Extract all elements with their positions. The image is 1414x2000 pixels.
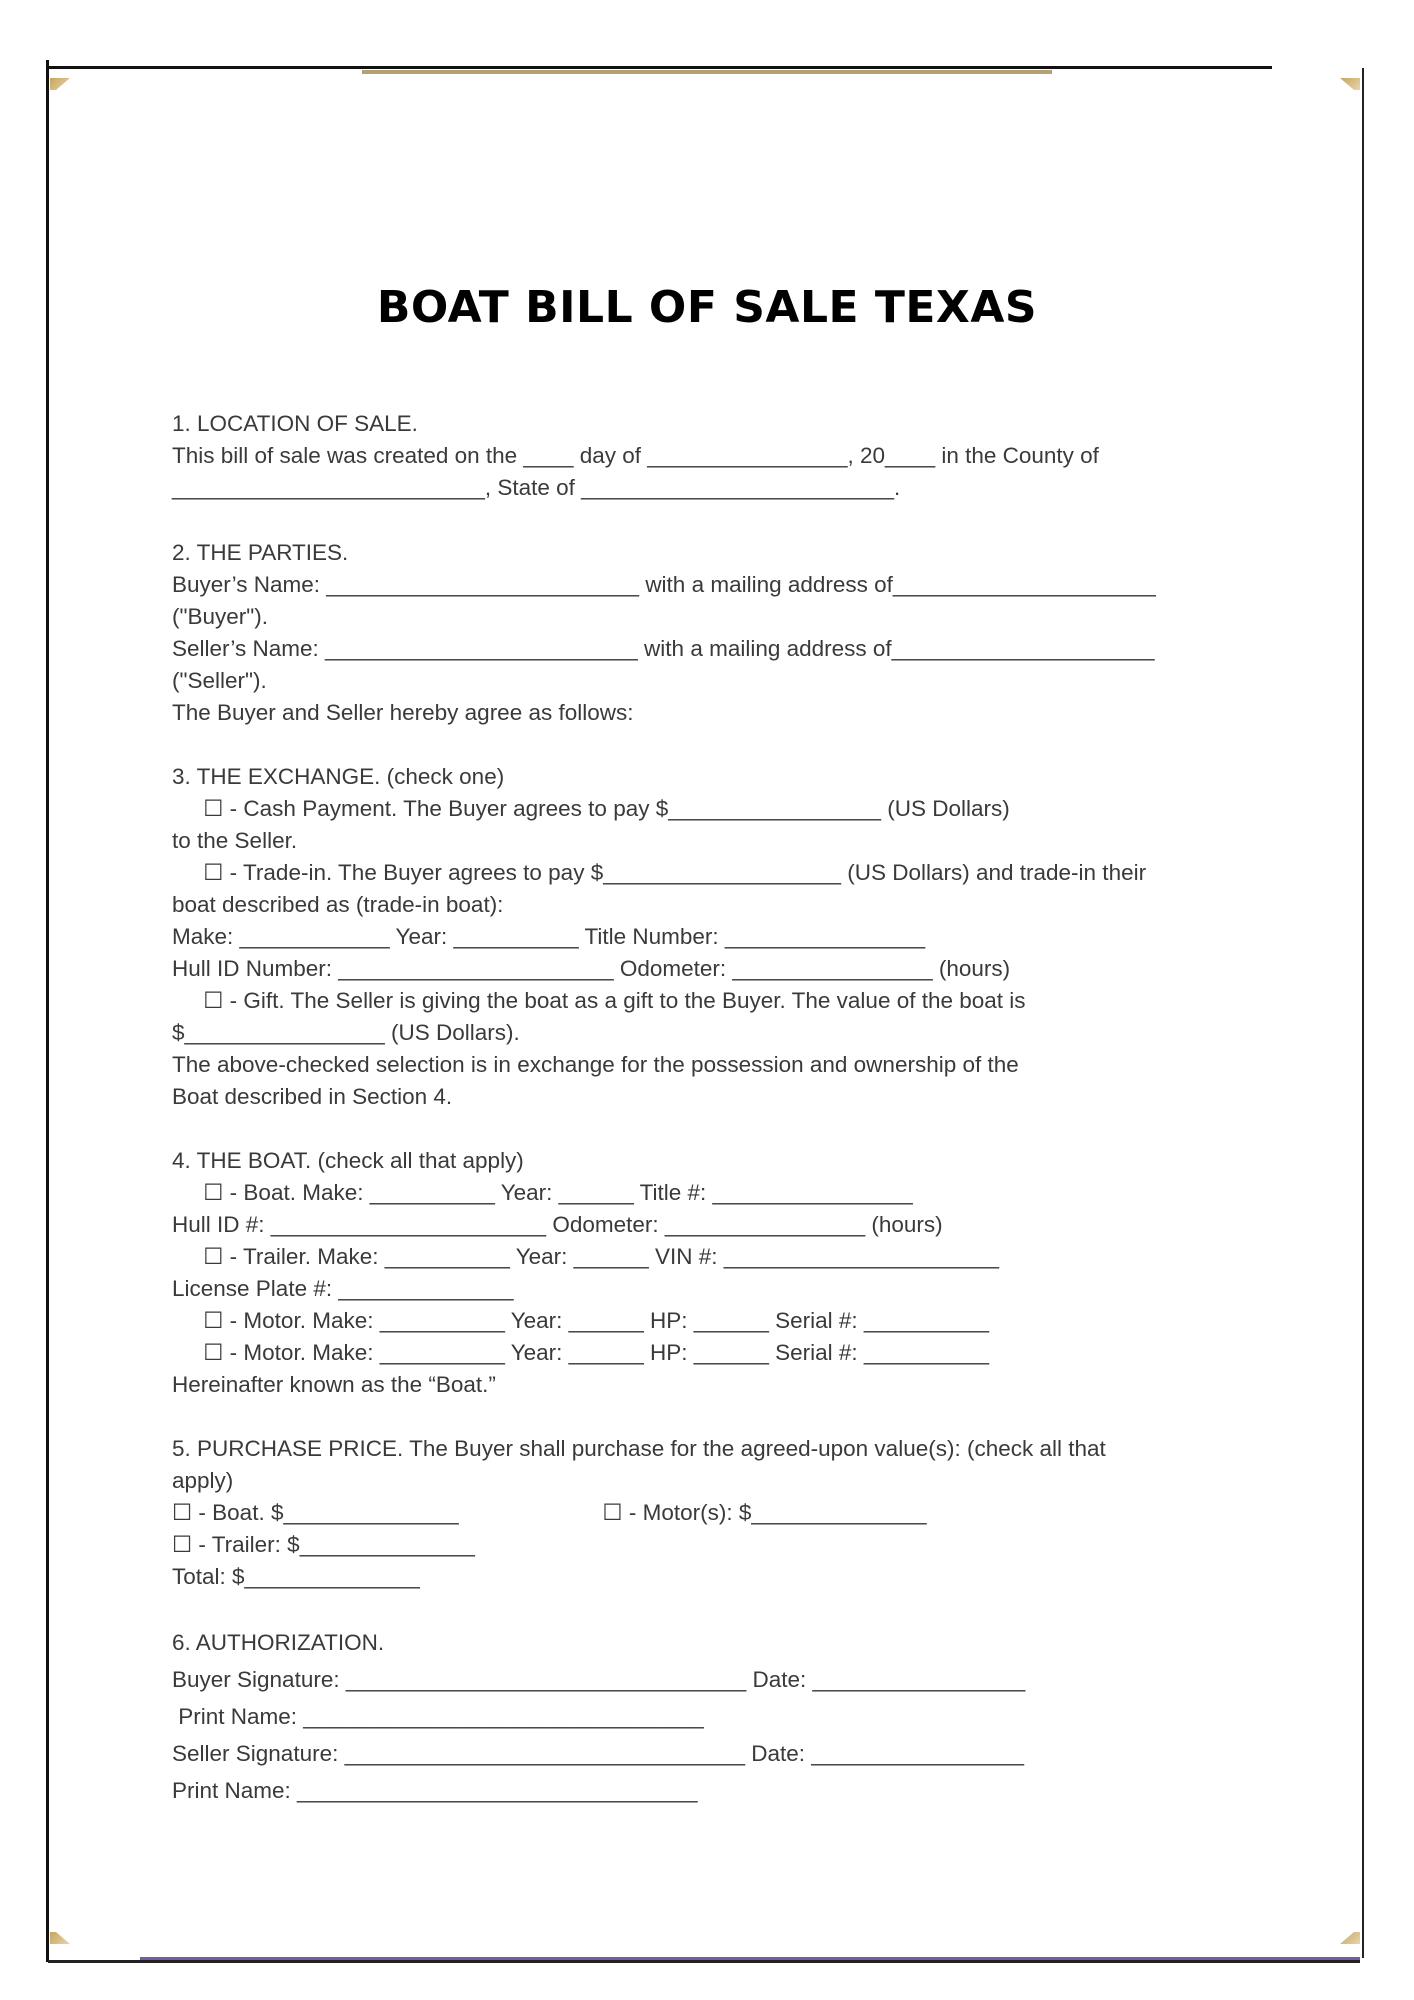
- text-line: Boat described in Section 4.: [172, 1084, 453, 1109]
- section-2-heading: 2. THE PARTIES.: [172, 540, 349, 565]
- text-line: Hull ID Number: ______________________ Odometer: ________________ (hours): [172, 956, 1011, 981]
- corner-ornament-top-left: [50, 78, 70, 90]
- text-line: Seller’s Name: _________________________ with a mailing address of_____________________: [172, 636, 1155, 661]
- print-name-line: Print Name: ________________________________: [172, 1704, 704, 1729]
- text-line: Hull ID #: ______________________ Odometer: ________________ (hours): [172, 1212, 943, 1237]
- section-5-heading: 5. PURCHASE PRICE. The Buyer shall purchase for the agreed-upon value(s): (check all that: [172, 1436, 1106, 1461]
- text-line: Total: $______________: [172, 1564, 420, 1589]
- section-3-heading: 3. THE EXCHANGE. (check one): [172, 764, 505, 789]
- text-line: Buyer’s Name: _________________________ with a mailing address of_____________________: [172, 572, 1156, 597]
- text-line: The above-checked selection is in exchange for the possession and ownership of the: [172, 1052, 1019, 1077]
- checkbox-line: ☐ - Motor. Make: __________ Year: ______ HP: ______ Serial #: __________: [172, 1340, 990, 1365]
- page-border-left: [46, 60, 49, 1962]
- text-line: _________________________, State of _________________________.: [172, 475, 901, 500]
- section-4-heading: 4. THE BOAT. (check all that apply): [172, 1148, 524, 1173]
- text-line: The Buyer and Seller hereby agree as follows:: [172, 700, 634, 725]
- text-line: This bill of sale was created on the ____ day of ________________, 20____ in the County of: [172, 443, 1099, 468]
- text-line: boat described as (trade-in boat):: [172, 892, 504, 917]
- checkbox-line: ☐ - Cash Payment. The Buyer agrees to pay $_________________ (US Dollars): [172, 796, 1010, 821]
- text-line: License Plate #: ______________: [172, 1276, 514, 1301]
- page-border-top: [46, 66, 1272, 69]
- checkbox-line: ☐ - Trailer. Make: __________ Year: ______ VIN #: ______________________: [172, 1244, 1000, 1269]
- page-border-bottom: [48, 1960, 1360, 1963]
- signature-line: Buyer Signature: ________________________________ Date: _________________: [172, 1667, 1026, 1692]
- corner-ornament-bottom-right: [1340, 1932, 1360, 1944]
- corner-ornament-top-right: [1340, 78, 1360, 90]
- text-line: Make: ____________ Year: __________ Title Number: ________________: [172, 924, 926, 949]
- text-line: $________________ (US Dollars).: [172, 1020, 520, 1045]
- text-line: to the Seller.: [172, 828, 298, 853]
- text-line: apply): [172, 1468, 234, 1493]
- checkbox-line: ☐ - Trailer: $______________: [172, 1532, 475, 1557]
- checkbox-line: ☐ - Gift. The Seller is giving the boat as a gift to the Buyer. The value of the boat is: [172, 988, 1026, 1013]
- document-title: BOAT BILL OF SALE TEXAS: [376, 282, 1038, 333]
- corner-ornament-bottom-left: [50, 1932, 70, 1944]
- signature-line: Seller Signature: ________________________________ Date: _________________: [172, 1741, 1025, 1766]
- checkbox-line: ☐ - Boat. $______________ ☐ - Motor(s): $______________: [172, 1500, 927, 1525]
- page-border-top-accent: [362, 70, 1052, 74]
- print-name-line: Print Name: ________________________________: [172, 1778, 698, 1803]
- section-6-heading: 6. AUTHORIZATION.: [172, 1630, 385, 1655]
- checkbox-line: ☐ - Trade-in. The Buyer agrees to pay $___________________ (US Dollars) and trade-in their: [172, 860, 1147, 885]
- checkbox-line: ☐ - Motor. Make: __________ Year: ______ HP: ______ Serial #: __________: [172, 1308, 990, 1333]
- page-border-right: [1362, 68, 1364, 1958]
- text-line: ("Buyer").: [172, 604, 268, 629]
- checkbox-line: ☐ - Boat. Make: __________ Year: ______ Title #: ________________: [172, 1180, 913, 1205]
- text-line: ("Seller").: [172, 668, 267, 693]
- section-1-heading: 1. LOCATION OF SALE.: [172, 411, 418, 436]
- text-line: Hereinafter known as the “Boat.”: [172, 1372, 496, 1397]
